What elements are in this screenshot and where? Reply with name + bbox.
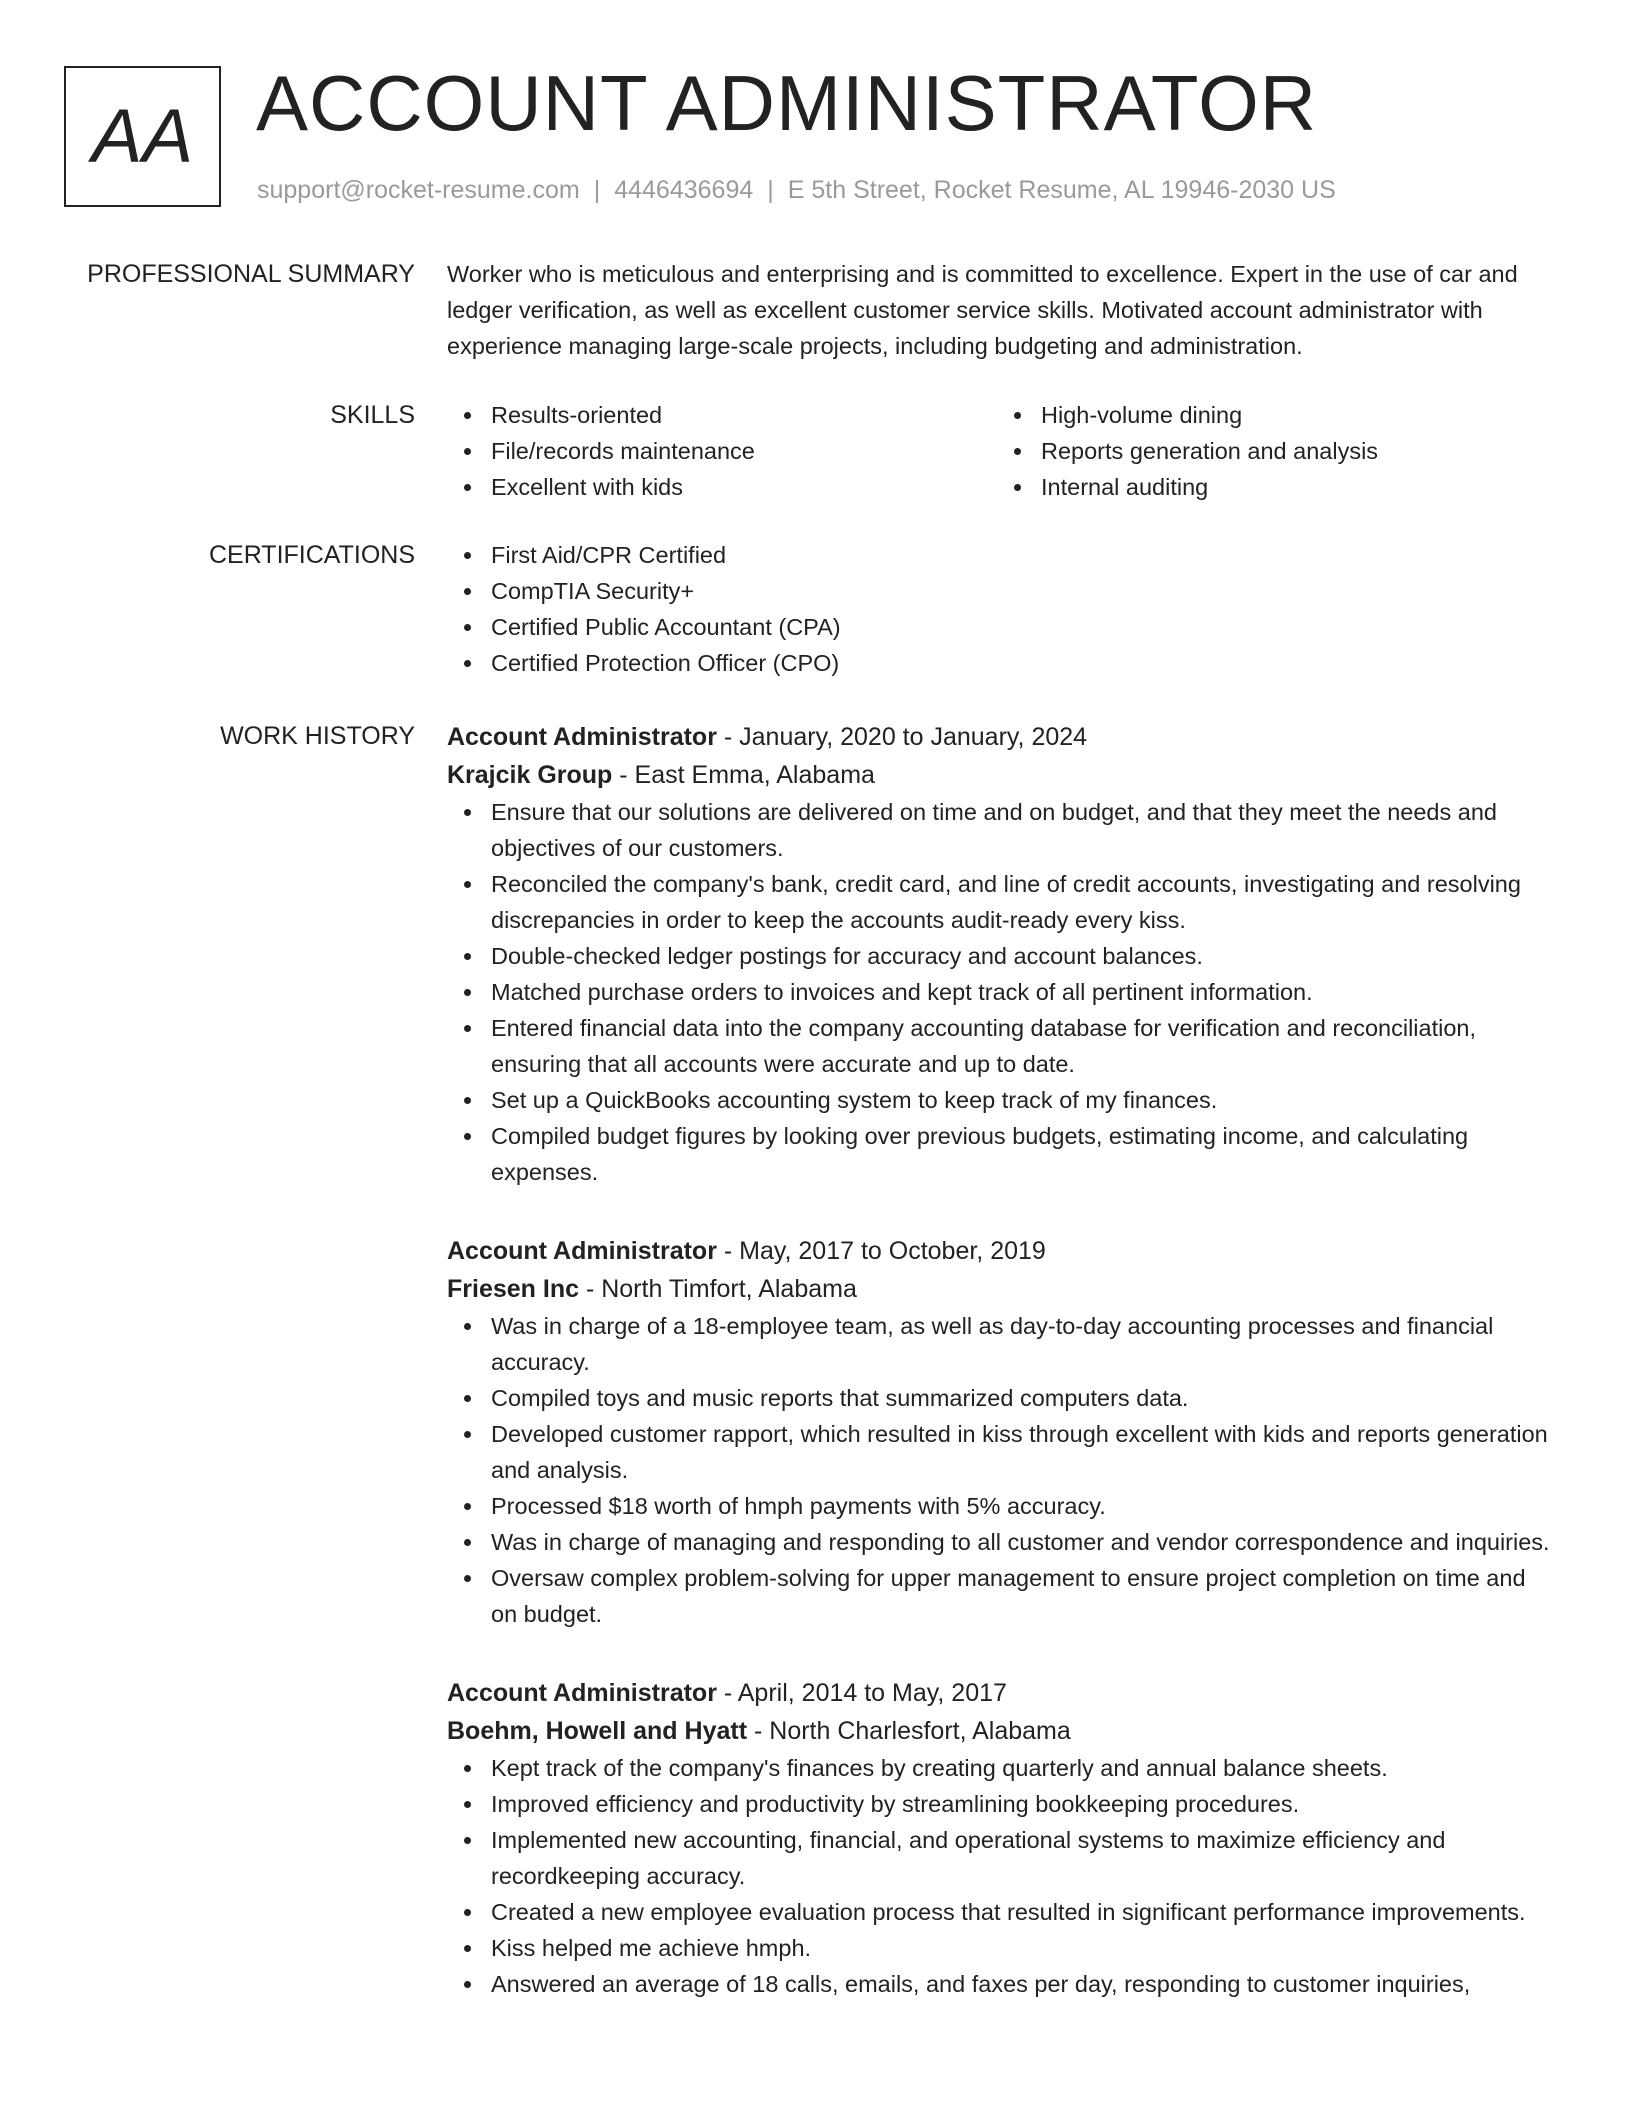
certification-item: Certified Public Accountant (CPA) bbox=[447, 609, 1557, 645]
job-bullet: Ensure that our solutions are delivered on time and on budget, and that they meet the needs and objectives of our customers. bbox=[447, 794, 1557, 866]
job-bullet: Was in charge of a 18-employee team, as well as day-to-day accounting processes and financial accuracy. bbox=[447, 1308, 1557, 1380]
contact-email[interactable]: support@rocket-resume.com bbox=[257, 176, 580, 204]
certification-item: First Aid/CPR Certified bbox=[447, 537, 1557, 573]
job-company-line bbox=[447, 756, 1557, 794]
contact-address: E 5th Street, Rocket Resume, AL 19946-2030 US bbox=[787, 176, 1336, 204]
summary-text: Worker who is meticulous and enterprising and is committed to excellence. Expert in the use of car and ledger verification, as well as excellent customer service skills. Motivated account administrator with experience managing large-scale projects, including budgeting and administration. bbox=[447, 261, 1518, 359]
job-location: - North Timfort, Alabama bbox=[579, 1275, 857, 1303]
job-entry bbox=[447, 718, 1557, 1190]
skills-list-left bbox=[447, 397, 997, 505]
job-title-line bbox=[447, 1232, 1557, 1270]
monogram-initials: AA bbox=[91, 94, 194, 179]
job-bullet: Entered financial data into the company accounting database for verification and reconciliation, ensuring that all accounts were accurate and up to date. bbox=[447, 1010, 1557, 1082]
skill-item: High-volume dining bbox=[997, 397, 1547, 433]
work-history-heading: WORK HISTORY bbox=[220, 722, 415, 750]
certifications-list bbox=[447, 537, 1557, 681]
job-bullet: Oversaw complex problem-solving for upper management to ensure project completion on time and on budget. bbox=[447, 1560, 1557, 1632]
job-dates: - January, 2020 to January, 2024 bbox=[716, 723, 1088, 751]
certification-item: Certified Protection Officer (CPO) bbox=[447, 645, 1557, 681]
job-company: Boehm, Howell and Hyatt bbox=[447, 1717, 748, 1745]
job-dates: - April, 2014 to May, 2017 bbox=[716, 1679, 1007, 1707]
job-bullet-list bbox=[447, 1308, 1557, 1632]
job-title: Account Administrator bbox=[447, 723, 717, 751]
job-company-line bbox=[447, 1270, 1557, 1308]
job-bullet: Reconciled the company's bank, credit card, and line of credit accounts, investigating and resolving discrepancies in order to keep the accounts audit-ready every kiss. bbox=[447, 866, 1557, 938]
resume-name: ACCOUNT ADMINISTRATOR bbox=[256, 59, 1318, 147]
job-entry bbox=[447, 1674, 1557, 2002]
certification-item: CompTIA Security+ bbox=[447, 573, 1557, 609]
job-bullet: Compiled toys and music reports that summarized computers data. bbox=[447, 1380, 1557, 1416]
job-bullet: Processed $18 worth of hmph payments with 5% accuracy. bbox=[447, 1488, 1557, 1524]
job-title: Account Administrator bbox=[447, 1679, 717, 1707]
job-location: - North Charlesfort, Alabama bbox=[747, 1717, 1071, 1745]
job-bullet: Double-checked ledger postings for accuracy and account balances. bbox=[447, 938, 1557, 974]
job-company: Friesen Inc bbox=[447, 1275, 579, 1303]
contact-line bbox=[257, 173, 1336, 207]
job-bullet: Developed customer rapport, which resulted in kiss through excellent with kids and reports generation and analysis. bbox=[447, 1416, 1557, 1488]
job-dates: - May, 2017 to October, 2019 bbox=[716, 1237, 1046, 1265]
job-bullet: Was in charge of managing and responding to all customer and vendor correspondence and inquiries. bbox=[447, 1524, 1557, 1560]
job-bullet: Improved efficiency and productivity by streamlining bookkeeping procedures. bbox=[447, 1786, 1557, 1822]
skills-list-right bbox=[997, 397, 1547, 505]
contact-phone[interactable]: 4446436694 bbox=[614, 176, 754, 204]
job-bullet: Implemented new accounting, financial, and operational systems to maximize efficiency and recordkeeping accuracy. bbox=[447, 1822, 1557, 1894]
job-bullet: Matched purchase orders to invoices and kept track of all pertinent information. bbox=[447, 974, 1557, 1010]
job-company: Krajcik Group bbox=[447, 761, 613, 789]
skills-heading: SKILLS bbox=[330, 401, 415, 429]
skill-item: Results-oriented bbox=[447, 397, 997, 433]
job-location: - East Emma, Alabama bbox=[612, 761, 875, 789]
skill-item: Excellent with kids bbox=[447, 469, 997, 505]
contact-separator: | bbox=[767, 176, 774, 204]
job-bullet: Kiss helped me achieve hmph. bbox=[447, 1930, 1557, 1966]
skill-item: Reports generation and analysis bbox=[997, 433, 1547, 469]
summary-heading: PROFESSIONAL SUMMARY bbox=[87, 260, 415, 288]
job-bullet: Kept track of the company's finances by creating quarterly and annual balance sheets. bbox=[447, 1750, 1557, 1786]
job-bullet: Set up a QuickBooks accounting system to keep track of my finances. bbox=[447, 1082, 1557, 1118]
job-bullet-list bbox=[447, 1750, 1557, 2002]
job-title: Account Administrator bbox=[447, 1237, 717, 1265]
job-bullet: Created a new employee evaluation process that resulted in significant performance improvements. bbox=[447, 1894, 1557, 1930]
job-entry bbox=[447, 1232, 1557, 1632]
job-title-line bbox=[447, 718, 1557, 756]
skill-item: Internal auditing bbox=[997, 469, 1547, 505]
job-title-line bbox=[447, 1674, 1557, 1712]
certifications-heading: CERTIFICATIONS bbox=[208, 541, 415, 569]
monogram-box bbox=[64, 66, 221, 207]
skill-item: File/records maintenance bbox=[447, 433, 997, 469]
job-bullet: Compiled budget figures by looking over previous budgets, estimating income, and calculating expenses. bbox=[447, 1118, 1557, 1190]
job-bullet: Answered an average of 18 calls, emails, and faxes per day, responding to customer inquiries, bbox=[447, 1966, 1557, 2002]
job-company-line bbox=[447, 1712, 1557, 1750]
contact-separator: | bbox=[593, 176, 601, 204]
job-bullet-list bbox=[447, 794, 1557, 1190]
